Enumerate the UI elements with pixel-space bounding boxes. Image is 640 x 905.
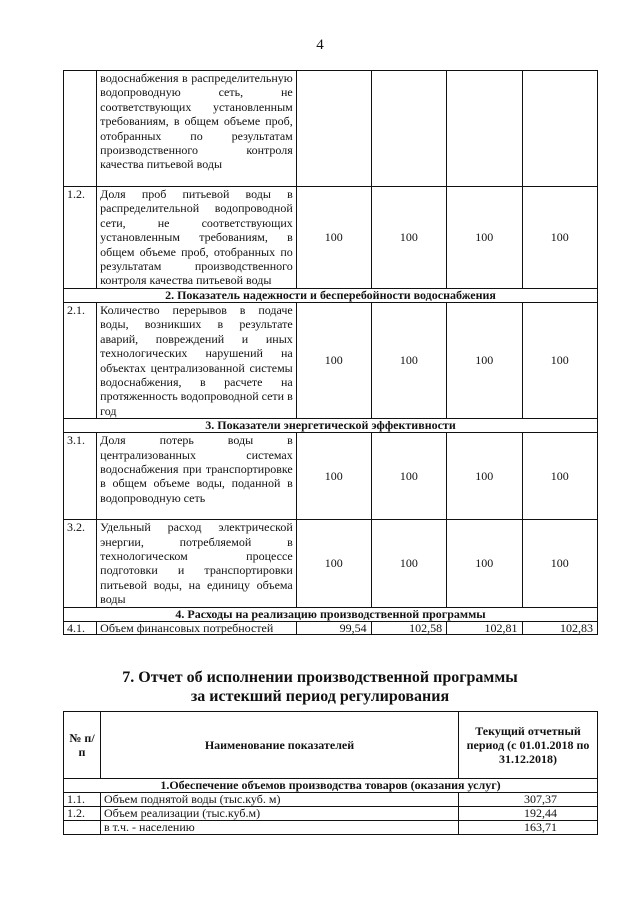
table-row [64, 793, 598, 807]
value-cell [447, 71, 522, 187]
value-cell: 100 [522, 303, 598, 419]
row-number: 3.1. [64, 433, 97, 520]
indicator-name: Объем поднятой воды (тыс.куб. м) [101, 793, 459, 807]
row-number: 4.1. [64, 621, 97, 634]
value-cell: 100 [447, 303, 522, 419]
row-number: 1.2. [64, 187, 97, 289]
value-cell: 102,81 [447, 621, 522, 634]
table-header-row [64, 712, 598, 779]
value-cell [296, 71, 371, 187]
indicator-name: Доля потерь воды в централизованных системах водоснабжения при транспортировке в общем объеме воды, поданной в водопроводную сеть [97, 433, 297, 520]
table-row [64, 807, 598, 821]
page-number: 4 [316, 37, 324, 53]
table-row [64, 71, 598, 187]
section-header [64, 779, 598, 793]
section-title: 1.Обеспечение объемов производства товаров (оказания услуг) [64, 779, 598, 793]
section-header [64, 289, 598, 303]
table-row [64, 821, 598, 835]
value-cell: 100 [447, 187, 522, 289]
heading-line-1: 7. Отчет об исполнении производственной программы [122, 669, 518, 686]
row-number [64, 821, 101, 835]
section-header [64, 607, 598, 621]
value-cell: 100 [522, 520, 598, 607]
value-cell: 100 [371, 303, 446, 419]
heading-line-2: за истекший период регулирования [190, 688, 450, 705]
table-row [64, 433, 598, 520]
table-row [64, 303, 598, 419]
value-cell: 100 [371, 187, 446, 289]
header-name: Наименование показателей [101, 712, 459, 779]
row-number: 1.2. [64, 807, 101, 821]
value-cell: 100 [296, 433, 371, 520]
value-cell: 100 [447, 433, 522, 520]
value-cell: 102,83 [522, 621, 598, 634]
indicator-name: Объем финансовых потребностей [97, 621, 297, 634]
indicators-table [63, 70, 598, 635]
value-cell: 100 [296, 303, 371, 419]
row-number: 1.1. [64, 793, 101, 807]
value-cell: 100 [447, 520, 522, 607]
value-cell: 99,54 [296, 621, 371, 634]
indicator-name: Удельный расход электрической энергии, потребляемой в технологическом процессе подготовки и транспортировки питьевой воды, на единицу объема воды [97, 520, 297, 607]
table-row [64, 621, 598, 634]
indicator-name: водоснабжения в распределительную водопроводную сеть, не соответствующих установленным требованиям, в общем объеме проб, отобранных по результатам производственного контроля качества питьевой воды [97, 71, 297, 187]
indicator-name: Доля проб питьевой воды в распределительной водопроводной сети, не соответствующих установленным требованиям, в общем объеме проб, отобранных по результатам производственного контроля качества питьевой воды [97, 187, 297, 289]
value-cell: 102,58 [371, 621, 446, 634]
indicator-name: в т.ч. - населению [101, 821, 459, 835]
report-table [63, 711, 598, 835]
section-title: 2. Показатель надежности и бесперебойности водоснабжения [64, 289, 598, 303]
value-cell: 192,44 [459, 807, 598, 821]
row-number: 2.1. [64, 303, 97, 419]
value-cell: 307,37 [459, 793, 598, 807]
value-cell: 100 [371, 520, 446, 607]
section-title: 3. Показатели энергетической эффективности [64, 419, 598, 433]
value-cell: 100 [371, 433, 446, 520]
indicator-name: Количество перерывов в подаче воды, возникших в результате аварий, повреждений и иных технологических нарушений на объектах централизованной системы водоснабжения, в расчете на протяженность водопроводной сети в год [97, 303, 297, 419]
value-cell [371, 71, 446, 187]
table-row [64, 520, 598, 607]
value-cell: 100 [522, 433, 598, 520]
row-number: 3.2. [64, 520, 97, 607]
value-cell: 100 [522, 187, 598, 289]
row-number [64, 71, 97, 187]
section-heading [0, 668, 640, 706]
value-cell [522, 71, 598, 187]
value-cell: 163,71 [459, 821, 598, 835]
section-header [64, 419, 598, 433]
header-period: Текущий отчетный период (с 01.01.2018 по 31.12.2018) [459, 712, 598, 779]
header-number: № п/п [64, 712, 101, 779]
section-title: 4. Расходы на реализацию производственной программы [64, 607, 598, 621]
value-cell: 100 [296, 520, 371, 607]
table-row [64, 187, 598, 289]
indicator-name: Объем реализации (тыс.куб.м) [101, 807, 459, 821]
value-cell: 100 [296, 187, 371, 289]
